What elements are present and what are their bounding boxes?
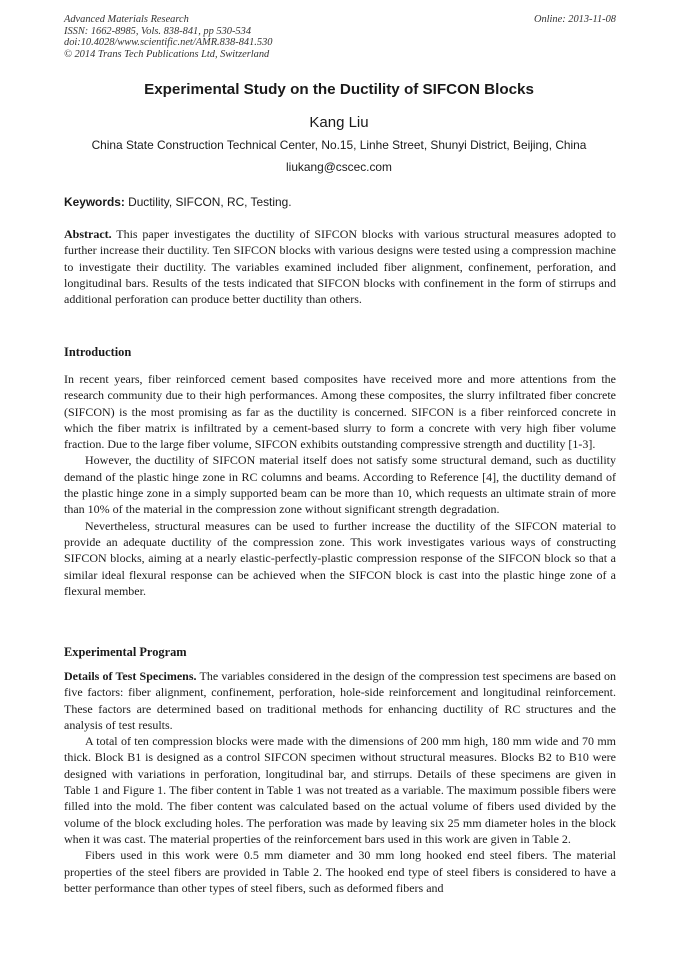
abstract-text: This paper investigates the ductility of SIFCON blocks with various structural measures adopted to further increase their ductility. Ten SIFCON blocks with various designs were tested using a compression machine to investigate their ductility. The variables examined included fiber alignment, confinement, perforation, and longitudinal bars. Results of the tests indicated that SIFCON blocks with confinement in the form of stirrups and additional perforation can produce better ductility than others. — [64, 227, 616, 307]
keywords — [64, 195, 616, 209]
journal-header — [64, 14, 616, 60]
abstract — [64, 226, 616, 307]
author-name: Kang Liu — [309, 114, 369, 131]
author-email: liukang@cscec.com — [286, 160, 392, 174]
paragraph-text: The variables considered in the design of the compression test specimens are based on five factors: fiber alignment, confinement, perforation, hole-side reinforcement and longitudinal reinforcement. These factors are determined based on traditional methods for enhancing ductility of RC structures and the analysis of test results. — [64, 669, 616, 732]
paragraph: However, the ductility of SIFCON material itself does not satisfy some structural demand, such as ductility demand of the plastic hinge zone in RC columns and beams. According to Reference [4], the ductility demand of the plastic hinge zone in a simply supported beam can be more than 10, which requests an ultimate strain of more than 10% of the material in the compression zone without significant strength degradation. — [64, 453, 616, 517]
paragraph: In recent years, fiber reinforced cement based composites have received more and more attentions from the research community due to their high performances. Among these composites, the slurry infiltrated fiber concrete (SIFCON) is the most promising as far as the ductility is concerned. SIFCON is a fiber reinforced concrete in which the fiber matrix is infiltrated by a cement-based slurry to form a concrete with very high fiber volume fraction. Due to the large fiber volume, SIFCON exhibits outstanding compressive strength and ductility [1-3]. — [64, 372, 616, 452]
paragraph: Fibers used in this work were 0.5 mm diameter and 30 mm long hooked end steel fibers. The material properties of the steel fibers are provided in Table 2. The hooked end type of steel fibers is considered to have a better performance than other types of steel fibers, such as deformed fibers and — [64, 848, 616, 895]
journal-name: Advanced Materials Research — [64, 14, 189, 25]
paragraph: Nevertheless, structural measures can be used to further increase the ductility of the SIFCON material to provide an adequate ductility of the compression zone. This work investigates various ways of constructing SIFCON blocks, aiming at a nearly elastic-perfectly-plastic compression response of the SIFCON block so that a similar ideal flexural response can be achieved when the SIFCON block is cast into the plastic hinge zone of a flexural member. — [64, 518, 616, 598]
journal-copyright: © 2014 Trans Tech Publications Ltd, Switzerland — [64, 48, 270, 60]
introduction-body — [64, 371, 616, 599]
experimental-program-heading: Experimental Program — [64, 645, 187, 659]
keywords-text: Ductility, SIFCON, RC, Testing. — [124, 195, 292, 209]
paper-title: Experimental Study on the Ductility of SIFCON Blocks — [144, 81, 534, 98]
author-affiliation: China State Construction Technical Center, No.15, Linhe Street, Shunyi District, Beijing, China — [91, 138, 587, 152]
subsection-heading: Details of Test Specimens. — [64, 669, 197, 683]
paragraph: A total of ten compression blocks were made with the dimensions of 200 mm high, 180 mm wide and 70 mm thick. Block B1 is designed as a control SIFCON specimen without structural measures. Blocks B2 to B10 were designed with variations in perforation, longitudinal bar, and stirrups. Details of these specimens are given in Table 1 and Figure 1. The fiber content in Table 1 was not treated as a variable. The maximum possible fibers were filled into the mold. The fiber content was calculated based on the actual volume of fibers used divided by the volume of the block excluding holes. The perforation was made by leaving six 25 mm diameter holes in the block when it was cast. The material properties of the reinforcement bars used in this work are given in Table 2. — [64, 734, 616, 846]
abstract-label: Abstract. — [64, 227, 112, 241]
journal-issn: ISSN: 1662-8985, Vols. 838-841, pp 530-534 — [64, 25, 252, 37]
introduction-heading: Introduction — [64, 345, 132, 359]
journal-doi: doi:10.4028/www.scientific.net/AMR.838-841.530 — [64, 37, 273, 49]
keywords-label: Keywords: — [64, 195, 125, 209]
online-date: Online: 2013-11-08 — [533, 14, 616, 25]
experimental-program-body — [64, 668, 616, 896]
